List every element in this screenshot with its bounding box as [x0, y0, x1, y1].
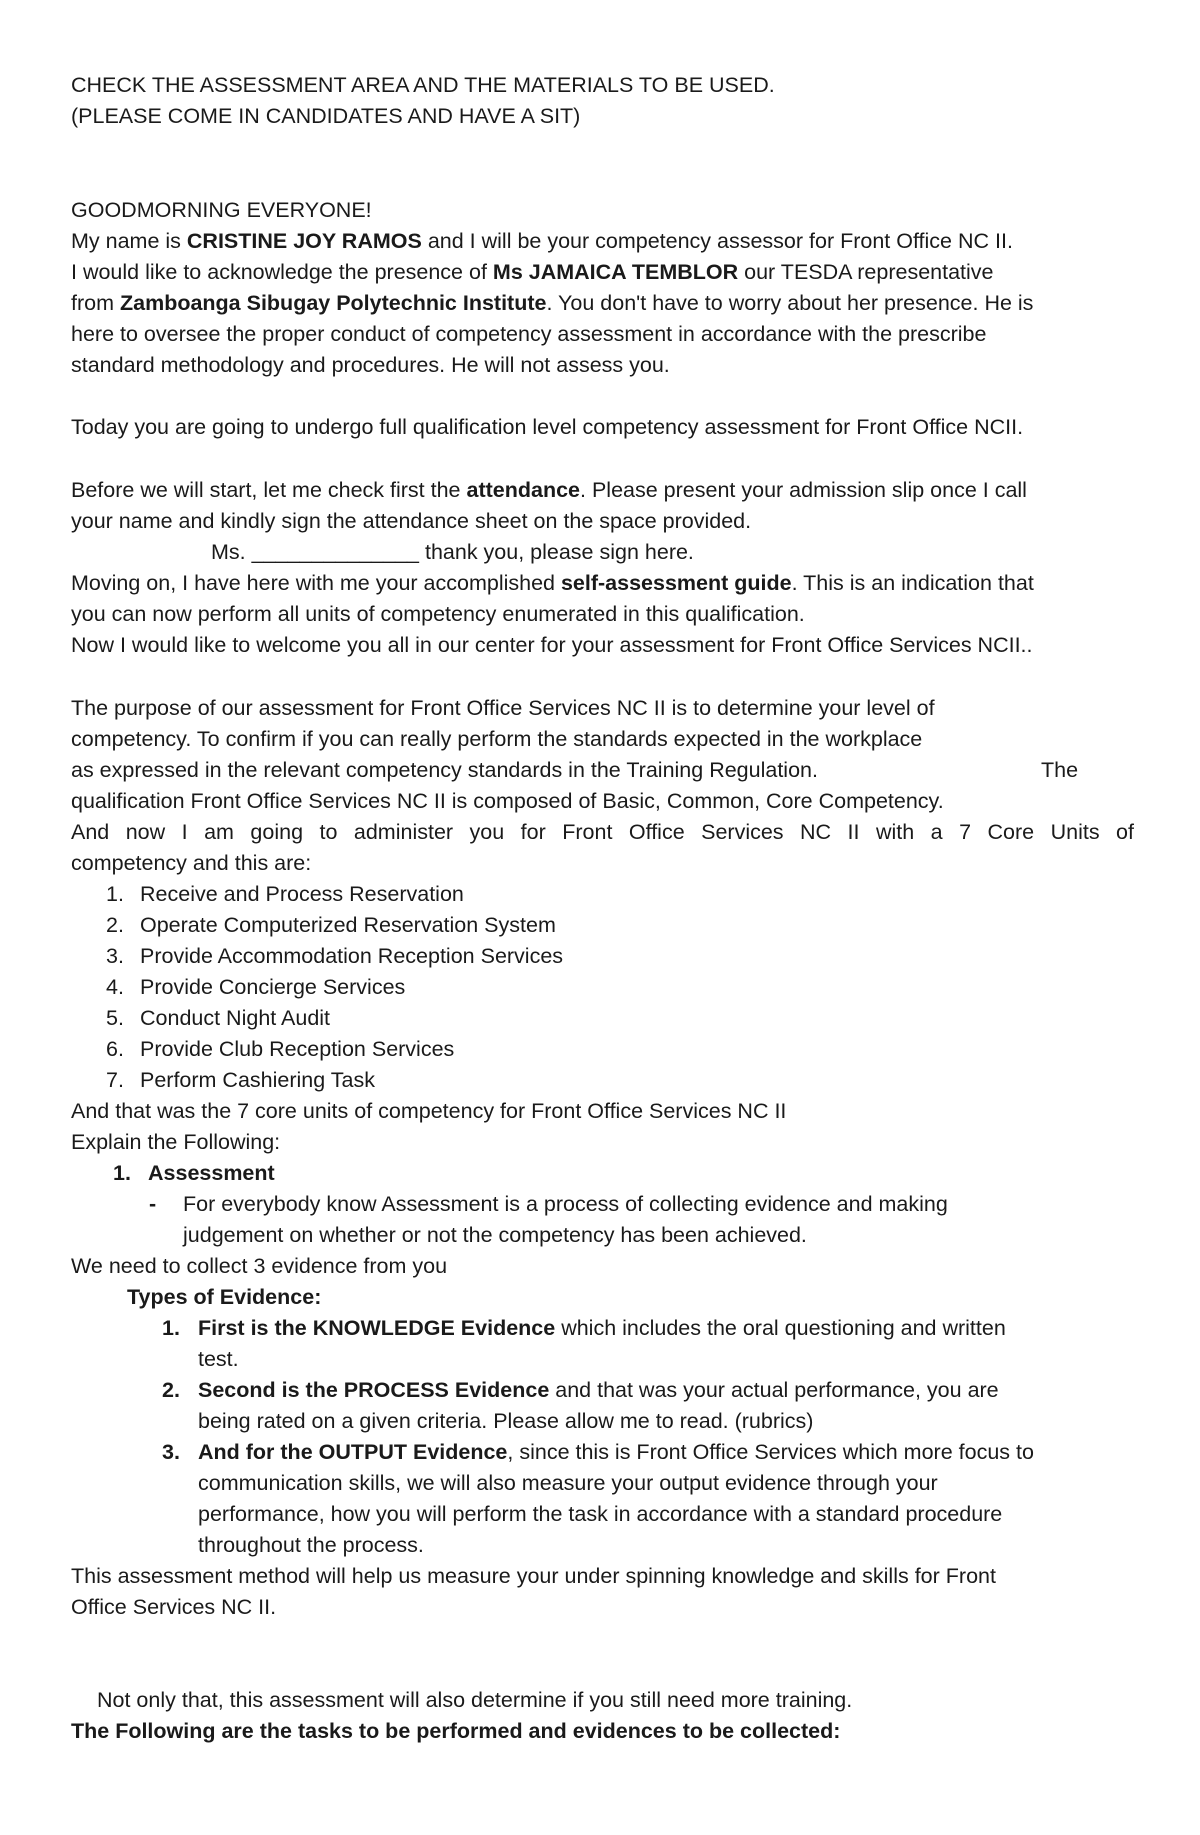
list-item [106, 941, 563, 972]
para3-line-4 [71, 568, 1034, 599]
text: which includes the oral questioning and written [555, 1316, 1006, 1340]
not-only-line: Not only that, this assessment will also determine if you still need more training. [97, 1688, 853, 1712]
list-number: 2. [106, 913, 124, 937]
final-text: The Following are the tasks to be performed and evidences to be collected: [71, 1719, 841, 1743]
greeting: GOODMORNING EVERYONE! [71, 198, 372, 222]
evidence-3-cont-2: performance, how you will perform the task in accordance with a standard procedure [198, 1502, 1003, 1526]
text: from [71, 291, 120, 315]
evidence-2-cont: being rated on a given criteria. Please allow me to read. (rubrics) [198, 1409, 814, 1433]
list-item [106, 1034, 454, 1065]
text: . This is an indication that [791, 571, 1034, 595]
para1-line-3 [71, 288, 1033, 319]
para1-line-2 [71, 257, 994, 288]
attendance-term: attendance [466, 478, 581, 502]
assessor-name: CRISTINE JOY RAMOS [186, 229, 422, 253]
evidence-2 [162, 1375, 999, 1406]
list-item [106, 879, 464, 910]
signature-line: Ms. ______________ thank you, please sign here. [211, 540, 694, 564]
list-number: 3. [106, 944, 124, 968]
text: Moving on, I have here with me your accomplished [71, 571, 561, 595]
para1-line-5: standard methodology and procedures. He will not assess you. [71, 353, 670, 377]
list-number: 5. [106, 1006, 124, 1030]
list-number: 7. [106, 1068, 124, 1092]
types-heading [127, 1282, 321, 1313]
collect-line: We need to collect 3 evidence from you [71, 1254, 448, 1278]
para4-line-3a: as expressed in the relevant competency standards in the Training Regulation. [71, 758, 818, 782]
para3-line-5: you can now perform all units of competency enumerated in this qualification. [71, 602, 805, 626]
list-text: Operate Computerized Reservation System [140, 913, 556, 937]
self-assessment-term: self-assessment guide [560, 571, 792, 595]
para3-line-6: Now I would like to welcome you all in our center for your assessment for Front Office Services NCII.. [71, 633, 1033, 657]
evidence-1-cont: test. [198, 1347, 239, 1371]
representative-name: Ms JAMAICA TEMBLOR [492, 260, 739, 284]
intro-line-2: (PLEASE COME IN CANDIDATES AND HAVE A SIT) [71, 104, 581, 128]
evidence-title: Second is the PROCESS Evidence [198, 1378, 550, 1402]
para3-line-2: your name and kindly sign the attendance sheet on the space provided. [71, 509, 752, 533]
evidence-3 [162, 1437, 1034, 1468]
explain-heading: Explain the Following: [71, 1130, 281, 1154]
text: My name is [71, 229, 187, 253]
para3-line-1 [71, 475, 1027, 506]
text: . Please present your admission slip once I call [580, 478, 1027, 502]
list-text: Perform Cashiering Task [140, 1068, 375, 1092]
list-text: Provide Concierge Services [140, 975, 406, 999]
after-list: And that was the 7 core units of competency for Front Office Services NC II [71, 1099, 787, 1123]
evidence-3-cont-1: communication skills, we will also measure your output evidence through your [198, 1471, 938, 1495]
para4-line-1: The purpose of our assessment for Front Office Services NC II is to determine your level of [71, 696, 935, 720]
method-line-2: Office Services NC II. [71, 1595, 277, 1619]
para4-line-5: And now I am going to administer you for Front Office Services NC II with a 7 Core Units of [71, 820, 1134, 844]
types-title: Types of Evidence: [127, 1285, 322, 1309]
intro-line-1: CHECK THE ASSESSMENT AREA AND THE MATERIALS TO BE USED. [71, 73, 775, 97]
evidence-title: And for the OUTPUT Evidence [198, 1440, 508, 1464]
list-number: 3. [162, 1440, 180, 1464]
para4-line-3b: The [1041, 758, 1079, 782]
list-item [106, 1003, 330, 1034]
para4-line-6: competency and this are: [71, 851, 312, 875]
text: and that was your actual performance, you are [549, 1378, 999, 1402]
list-item [106, 910, 556, 941]
list-text: Provide Accommodation Reception Services [140, 944, 564, 968]
assessment-desc-2: judgement on whether or not the competency has been achieved. [183, 1223, 807, 1247]
list-number: 4. [106, 975, 124, 999]
list-item [106, 1065, 375, 1096]
evidence-3-cont-3: throughout the process. [198, 1533, 424, 1557]
text: and I will be your competency assessor for Front Office NC II. [421, 229, 1013, 253]
para4-line-2: competency. To confirm if you can really perform the standards expected in the workplace [71, 727, 923, 751]
text: , since this is Front Office Services which more focus to [507, 1440, 1034, 1464]
text: Before we will start, let me check first the [71, 478, 467, 502]
para1-line-1 [71, 226, 1013, 257]
evidence-title: First is the KNOWLEDGE Evidence [198, 1316, 556, 1340]
text: our TESDA representative [738, 260, 994, 284]
list-number: 6. [106, 1037, 124, 1061]
evidence-1 [162, 1313, 1006, 1344]
assessment-heading [113, 1158, 275, 1189]
list-number: 2. [162, 1378, 180, 1402]
text: I would like to acknowledge the presence of [71, 260, 493, 284]
list-number: 1. [162, 1316, 180, 1340]
dash: - [149, 1192, 157, 1216]
para4-line-4: qualification Front Office Services NC II is composed of Basic, Common, Core Competency. [71, 789, 944, 813]
school-name: Zamboanga Sibugay Polytechnic Institute [119, 291, 547, 315]
para2: Today you are going to undergo full qualification level competency assessment for Front Office NCII. [71, 415, 1024, 439]
method-line-1: This assessment method will help us measure your under spinning knowledge and skills for Front [71, 1564, 996, 1588]
list-number: 1. [113, 1161, 131, 1185]
dash-bullet [149, 1189, 156, 1220]
list-number: 1. [106, 882, 124, 906]
list-item [106, 972, 405, 1003]
para1-line-4: here to oversee the proper conduct of competency assessment in accordance with the prescribe [71, 322, 987, 346]
list-text: Provide Club Reception Services [140, 1037, 455, 1061]
assessment-desc-1: For everybody know Assessment is a process of collecting evidence and making [183, 1192, 948, 1216]
list-text: Receive and Process Reservation [140, 882, 464, 906]
text: . You don't have to worry about her presence. He is [546, 291, 1034, 315]
assessment-title: Assessment [148, 1161, 275, 1185]
final-heading [71, 1716, 840, 1747]
list-text: Conduct Night Audit [140, 1006, 331, 1030]
